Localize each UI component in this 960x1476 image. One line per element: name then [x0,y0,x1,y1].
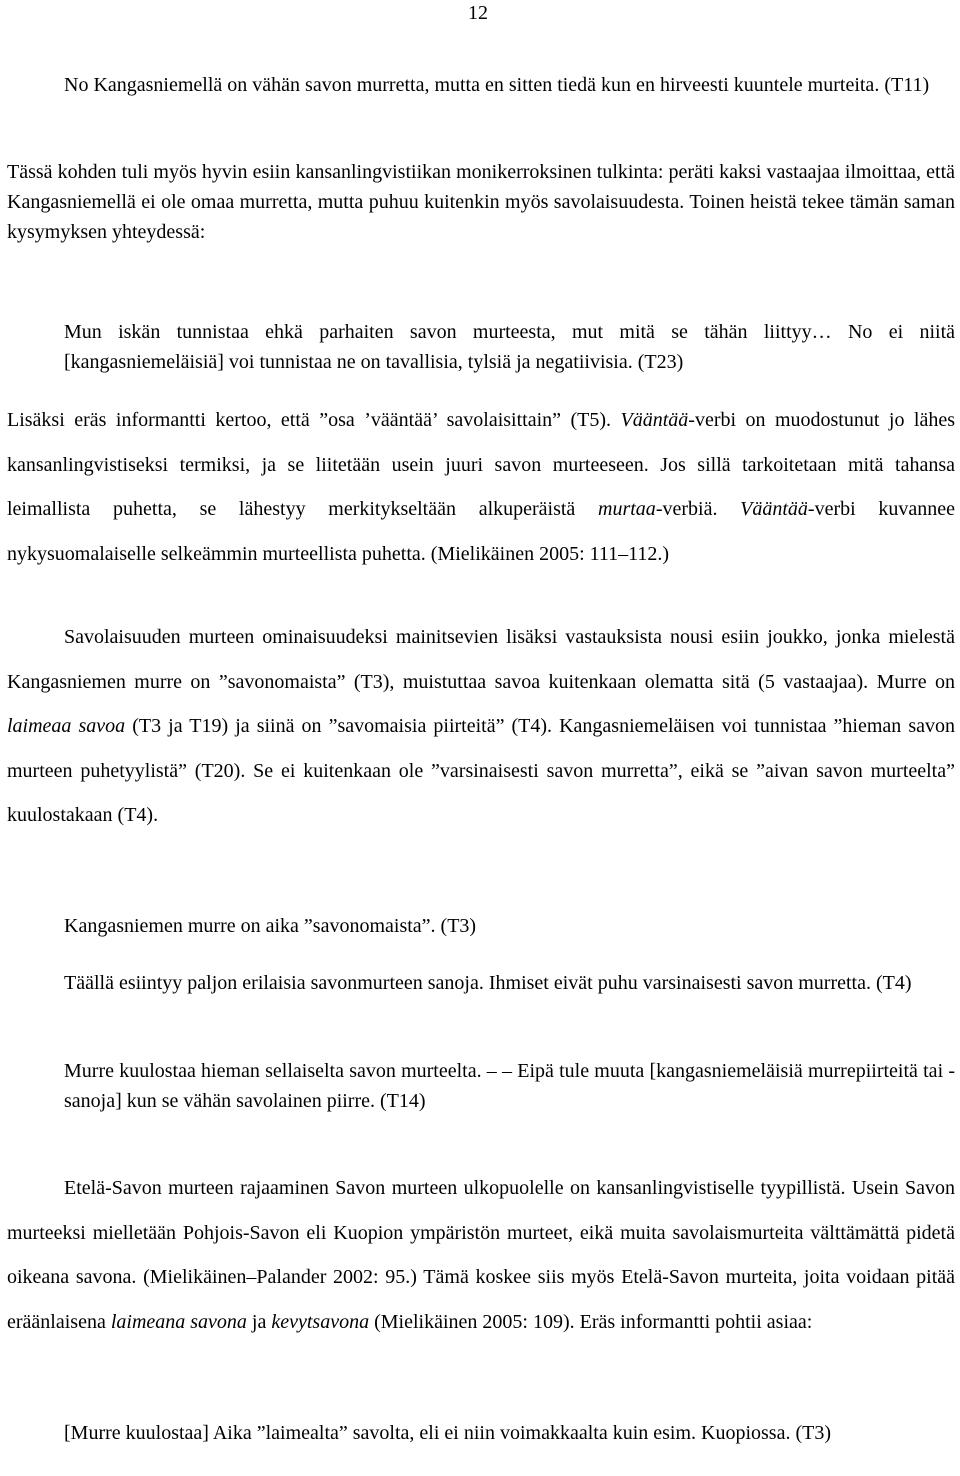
para3-text-2: (T3 ja T19) ja siinä on ”savomaisia piirteitä” (T4). Kangasniemeläisen voi tunnistaa ”hieman savon murteen puhetyylistä” (T20). Se ei kuitenkaan ole ”varsinaisesti savon murretta”, eikä se ”aivan savon murteelta” kuulostakaan (T4). [7,715,955,826]
quote-t14: Murre kuulostaa hieman sellaiselta savon murteelta. – – Eipä tule muuta [kangasniemeläisiä murrepiirteitä tai -sanoja] kun se vähän savolainen piirre. (T14) [64,1060,955,1112]
para2-text-3: -verbiä. [655,498,741,520]
quote-t3-kuopio: [Murre kuulostaa] Aika ”laimealta” savolta, eli ei niin voimakkaalta kuin esim. Kuopiossa. (T3) [64,1422,832,1444]
para2-text-1: Lisäksi eräs informantti kertoo, että ”osa ’vääntää’ savolaisittain” (T5). [7,409,621,431]
para3-text-1: Savolaisuuden murteen ominaisuudeksi mainitsevien lisäksi vastauksista nousi esiin joukko, jonka mielestä Kangasniemen murre on ”savonomaista” (T3), muistuttaa savoa kuitenkaan olematta sitä (5 vastaajaa). Murre on [7,626,955,693]
para4-text-2: ja [246,1310,272,1333]
quote-t4: Täällä esiintyy paljon erilaisia savonmurteen sanoja. Ihmiset eivät puhu varsinaisesti savon murretta. (T4) [64,972,912,994]
para2-text-2: -verbi on muodostunut jo lähes kansanlingvistiseksi termiksi, ja se liitetään usein juuri savon murteeseen. Jos sillä tarkoitetaan mitä tahansa leimallista puhetta, se lähestyy merkitykseltään alkuperäistä [7,409,955,520]
para2-italic-2: murtaa [598,498,656,520]
para4-italic-2: kevytsavona [271,1310,370,1333]
para2-text-4: -verbi kuvannee nykysuomalaiselle selkeämmin murteellista puhetta. (Mielikäinen 2005: 111–112.) [7,498,955,565]
quote-t23: Mun iskän tunnistaa ehkä parhaiten savon murteesta, mut mitä se tähän liittyy… No ei niitä [kangasniemeläisiä] voi tunnistaa ne on tavallisia, tylsiä ja negatiivisia. (T23) [64,321,955,373]
quote-t11: No Kangasniemellä on vähän savon murretta, mutta en sitten tiedä kun en hirveesti kuuntele murteita. (T11) [64,74,930,96]
paragraph-intro: Tässä kohden tuli myös hyvin esiin kansanlingvistiikan monikerroksinen tulkinta: peräti kaksi vastaajaa ilmoittaa, että Kangasniemellä ei ole omaa murretta, mutta puhuu kuitenkin myös savolaisuudesta. Toinen heistä tekee tämän saman kysymyksen yhteydessä: [7,161,955,243]
para2-italic-1: Vääntää [620,409,689,431]
para4-text-1: Etelä-Savon murteen rajaaminen Savon murteen ulkopuolelle on kansanlingvistiselle tyypillistä. Usein Savon murteeksi mielletään Pohjois-Savon eli Kuopion ympäristön murteet, eikä muita savolaismurteita välttämättä pidetä oikeana savona. (Mielikäinen–Palander 2002: 95.) Tämä koskee siis myös Etelä-Savon murteita, joita voidaan pitää eräänlaisena [7,1177,955,1333]
para2-italic-3: Vääntää [740,498,808,520]
page-number: 12 [468,2,488,24]
para4-italic-1: laimeana savona [110,1310,247,1333]
paragraph-savonomaista [7,615,955,838]
quote-t3: Kangasniemen murre on aika ”savonomaista”. (T3) [64,915,477,937]
paragraph-etela-savo [7,1166,955,1344]
para3-italic-1: laimeaa savoa [7,715,126,737]
paragraph-vaantaa [7,398,955,576]
para4-text-3: (Mielikäinen 2005: 109). Eräs informantti pohtii asiaa: [369,1310,813,1333]
